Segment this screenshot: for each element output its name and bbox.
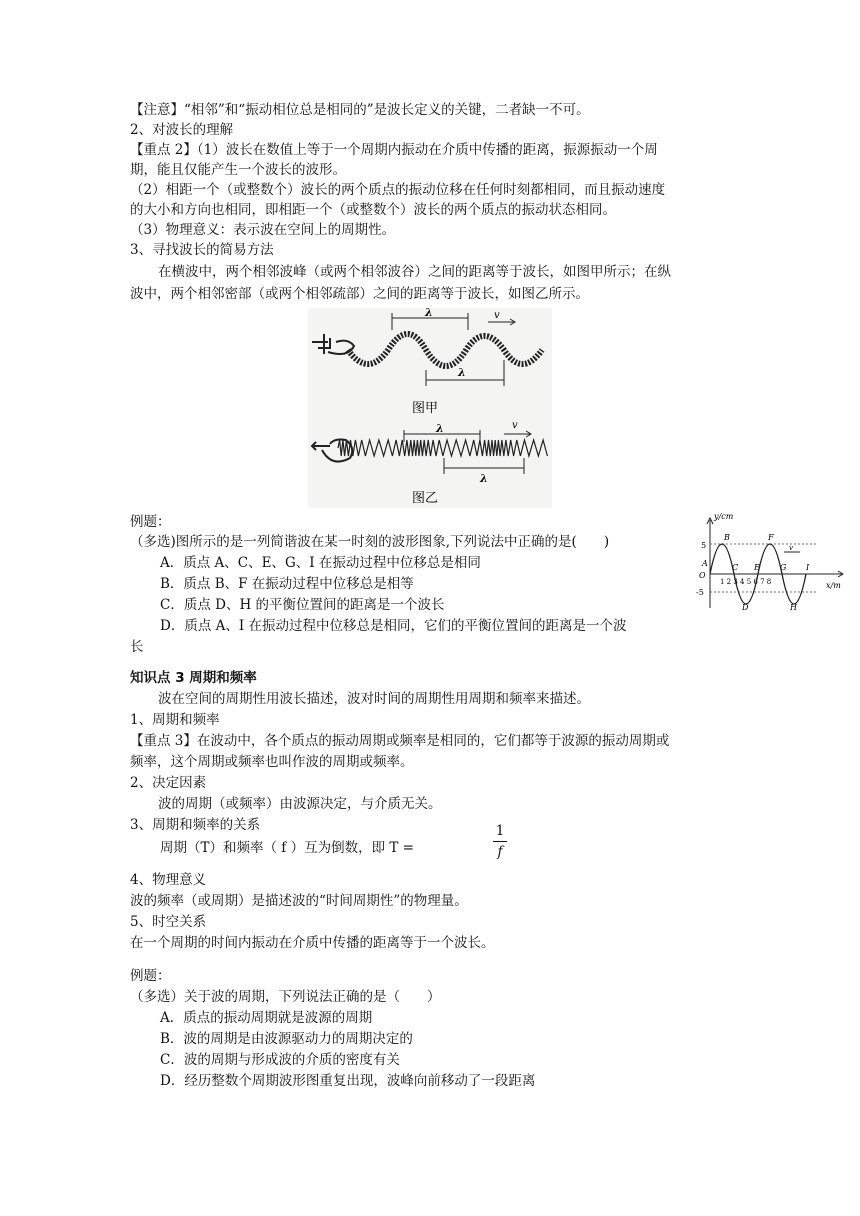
lambda-label: λ (425, 308, 433, 319)
paragraph-line: 的大小和方向也相同，即相距一个（或整数个）波长的两个质点的振动状态相同。 (130, 202, 616, 218)
question-stem: （多选）关于波的周期，下列说法正确的是（ ） (130, 989, 441, 1005)
formula-line: 周期（T）和频率（ f ）互为倒数，即 T = (160, 840, 414, 856)
question-stem: （多选)图所示的是一列简谐波在某一时刻的波形图象,下列说法中正确的是( ) (130, 534, 610, 550)
wave-figure (308, 308, 552, 508)
point-d: D (742, 603, 749, 612)
fraction-numerator: 1 (495, 823, 505, 839)
figure-caption-b: 图乙 (412, 491, 439, 506)
paragraph-line: 波在空间的周期性用波长描述，波对时间的周期性用周期和频率来描述。 (158, 691, 590, 707)
point-a: A (702, 559, 708, 568)
fraction-bar (493, 841, 507, 842)
paragraph-line: （3）物理意义：表示波在空间上的周期性。 (130, 222, 396, 238)
point-b: B (724, 533, 730, 542)
formula-fraction (493, 822, 507, 861)
paragraph-line: 在横波中，两个相邻波峰（或两个相邻波谷）之间的距离等于波长，如图甲所示；在纵 (158, 264, 671, 280)
note-line: 【注意】“相邻”和“振动相位总是相同的”是波长定义的关键，二者缺一不可。 (130, 102, 590, 118)
section-heading: 5、时空关系 (130, 914, 207, 930)
example-label: 例题： (130, 968, 171, 984)
x-axis-label: x/m (826, 581, 841, 590)
point-c: C (732, 563, 739, 572)
section-heading: 2、决定因素 (130, 775, 207, 791)
point-e: E (754, 563, 760, 572)
velocity-label: v (494, 310, 500, 321)
point-g: G (780, 563, 787, 572)
point-f: F (768, 533, 774, 542)
paragraph-line: 【重点 3】在波动中，各个质点的振动周期或频率是相同的，它们都等于波源的振动周期或 (130, 733, 670, 749)
option-b: B．波的周期是由波源驱动力的周期决定的 (160, 1031, 413, 1047)
paragraph-line: （2）相距一个（或整数个）波长的两个质点的振动位移在任何时刻都相同，而且振动速度 (130, 182, 666, 198)
paragraph-line: 期，能且仅能产生一个波长的波形。 (130, 162, 346, 178)
paragraph-line: 【重点 2】（1）波长在数值上等于一个周期内振动在介质中传播的距离，振源振动一个周 (130, 142, 658, 158)
point-h: H (790, 603, 797, 612)
option-c: C．波的周期与形成波的介质的密度有关 (160, 1052, 400, 1068)
paragraph-line: 在一个周期的时间内振动在介质中传播的距离等于一个波长。 (130, 935, 495, 951)
figure-caption-a: 图甲 (412, 401, 439, 416)
option-a: A．质点 A、C、E、G、I 在振动过程中位移总是相同 (160, 555, 481, 571)
fraction-denominator: f (497, 844, 503, 860)
paragraph-line: 波的频率（或周期）是描述波的“时间周期性”的物理量。 (130, 893, 468, 909)
point-i: I (806, 563, 810, 572)
knowledge-point-title: 知识点 3 周期和频率 (130, 670, 257, 686)
y-tick: 5 (701, 541, 707, 550)
section-heading: 4、物理意义 (130, 872, 207, 888)
section-heading: 1、周期和频率 (130, 712, 220, 728)
paragraph-line: 波中，两个相邻密部（或两个相邻疏部）之间的距离等于波长，如图乙所示。 (130, 286, 589, 302)
option-c: C．质点 D、H 的平衡位置间的距离是一个波长 (160, 597, 445, 613)
y-tick: -5 (696, 588, 704, 597)
example-label: 例题： (130, 514, 171, 530)
paragraph-line: 频率，这个周期或频率也叫作波的周期或频率。 (130, 754, 414, 770)
option-a: A．质点的振动周期就是波源的周期 (160, 1010, 373, 1026)
velocity-label: v (512, 420, 518, 431)
origin-label: O (699, 571, 706, 580)
lambda-label: λ (458, 366, 466, 379)
paragraph-line: 波的周期（或频率）由波源决定，与介质无关。 (158, 796, 442, 812)
lambda-label: λ (436, 422, 444, 435)
wave-graph (696, 512, 846, 612)
section-heading: 3、周期和频率的关系 (130, 817, 261, 833)
section-heading: 2、对波长的理解 (130, 122, 234, 138)
x-ticks: 1 2 3 4 5 6 7 8 (720, 578, 772, 586)
velocity-label: v (789, 544, 793, 552)
y-axis-label: y/cm (714, 512, 734, 521)
lambda-label: λ (480, 472, 488, 485)
section-heading: 3、寻找波长的简易方法 (130, 242, 274, 258)
option-d: D．经历整数个周期波形图重复出现，波峰向前移动了一段距离 (160, 1073, 536, 1089)
option-d-cont: 长 (130, 639, 144, 655)
option-b: B．质点 B、F 在振动过程中位移总是相等 (160, 576, 414, 592)
option-d: D．质点 A、I 在振动过程中位移总是相同，它们的平衡位置间的距离是一个波 (160, 618, 627, 634)
